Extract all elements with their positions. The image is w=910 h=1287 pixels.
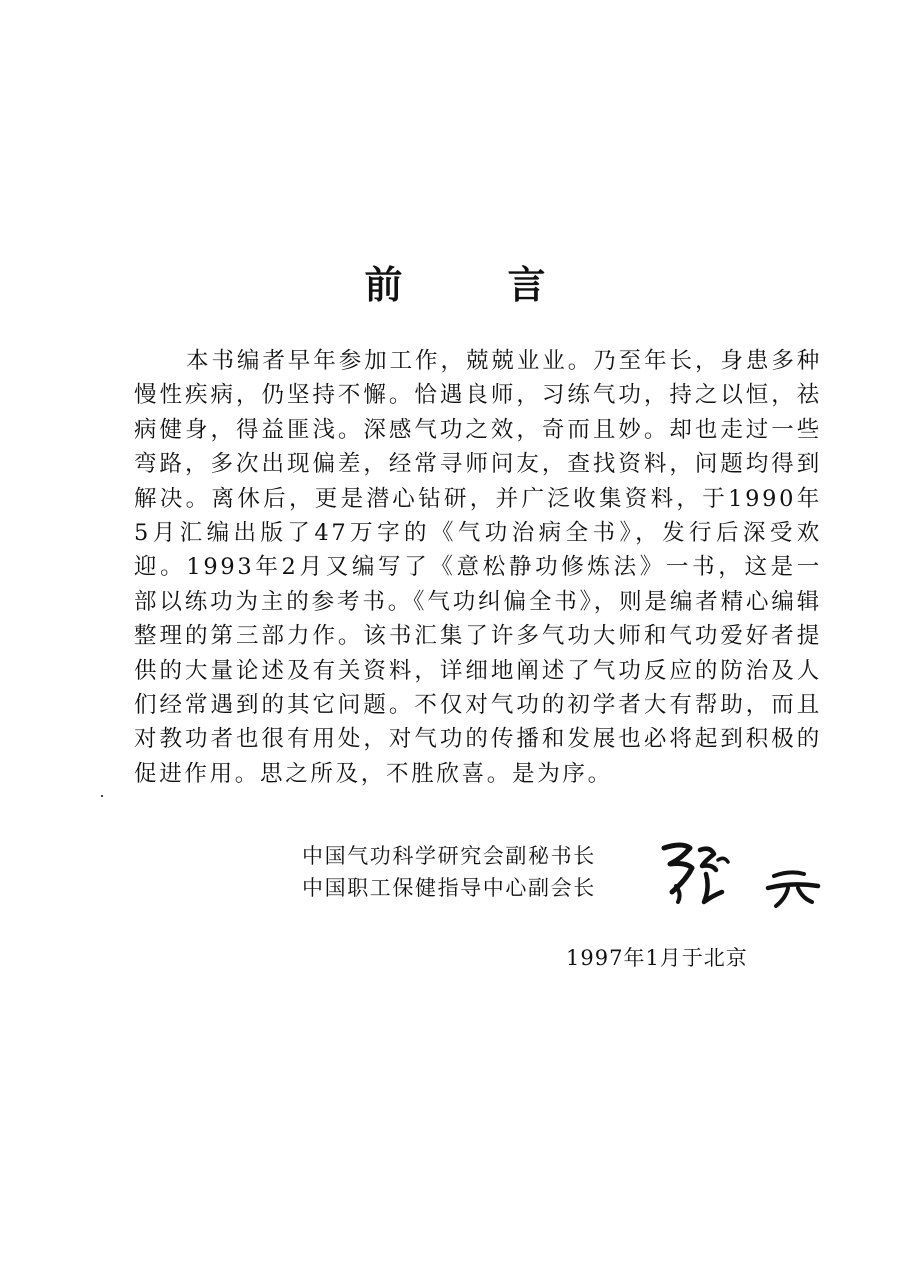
author-title-line-2: 中国职工保健指导中心副会长 xyxy=(302,876,596,900)
title-char-1: 前 xyxy=(364,263,403,307)
page-title xyxy=(0,260,910,310)
author-title-line-1: 中国气功科学研究会副秘书长 xyxy=(302,844,596,868)
date-line: 1997年1月于北京 xyxy=(566,946,748,970)
title-char-2: 言 xyxy=(507,263,546,307)
scan-speck xyxy=(101,795,103,797)
handwritten-signature xyxy=(652,836,832,916)
author-titles xyxy=(302,840,596,904)
preface-paragraph: 本书编者早年参加工作，兢兢业业。乃至年长，身患多种慢性疾病，仍坚持不懈。恰遇良师，习练气功，持之以恒，祛病健身，得益匪浅。深感气功之效，奇而且妙。却也走过一些弯路，多次出现偏差，经常寻师问友，查找资料，问题均得到解决。离休后，更是潜心钻研，并广泛收集资料，于1990年5月汇编出版了47万字的《气功治病全书》，发行后深受欢迎。1993年2月又编写了《意松静功修炼法》一书，这是一部以练功为主的参考书。《气功纠偏全书》，则是编者精心编辑整理的第三部力作。该书汇集了许多气功大师和气功爱好者提供的大量论述及有关资料，详细地阐述了气功反应的防治及人们经常遇到的其它问题。不仅对气功的初学者大有帮助，而且对教功者也很有用处，对气功的传播和发展也必将起到积极的促进作用。思之所及，不胜欣喜。是为序。 xyxy=(134,348,822,787)
